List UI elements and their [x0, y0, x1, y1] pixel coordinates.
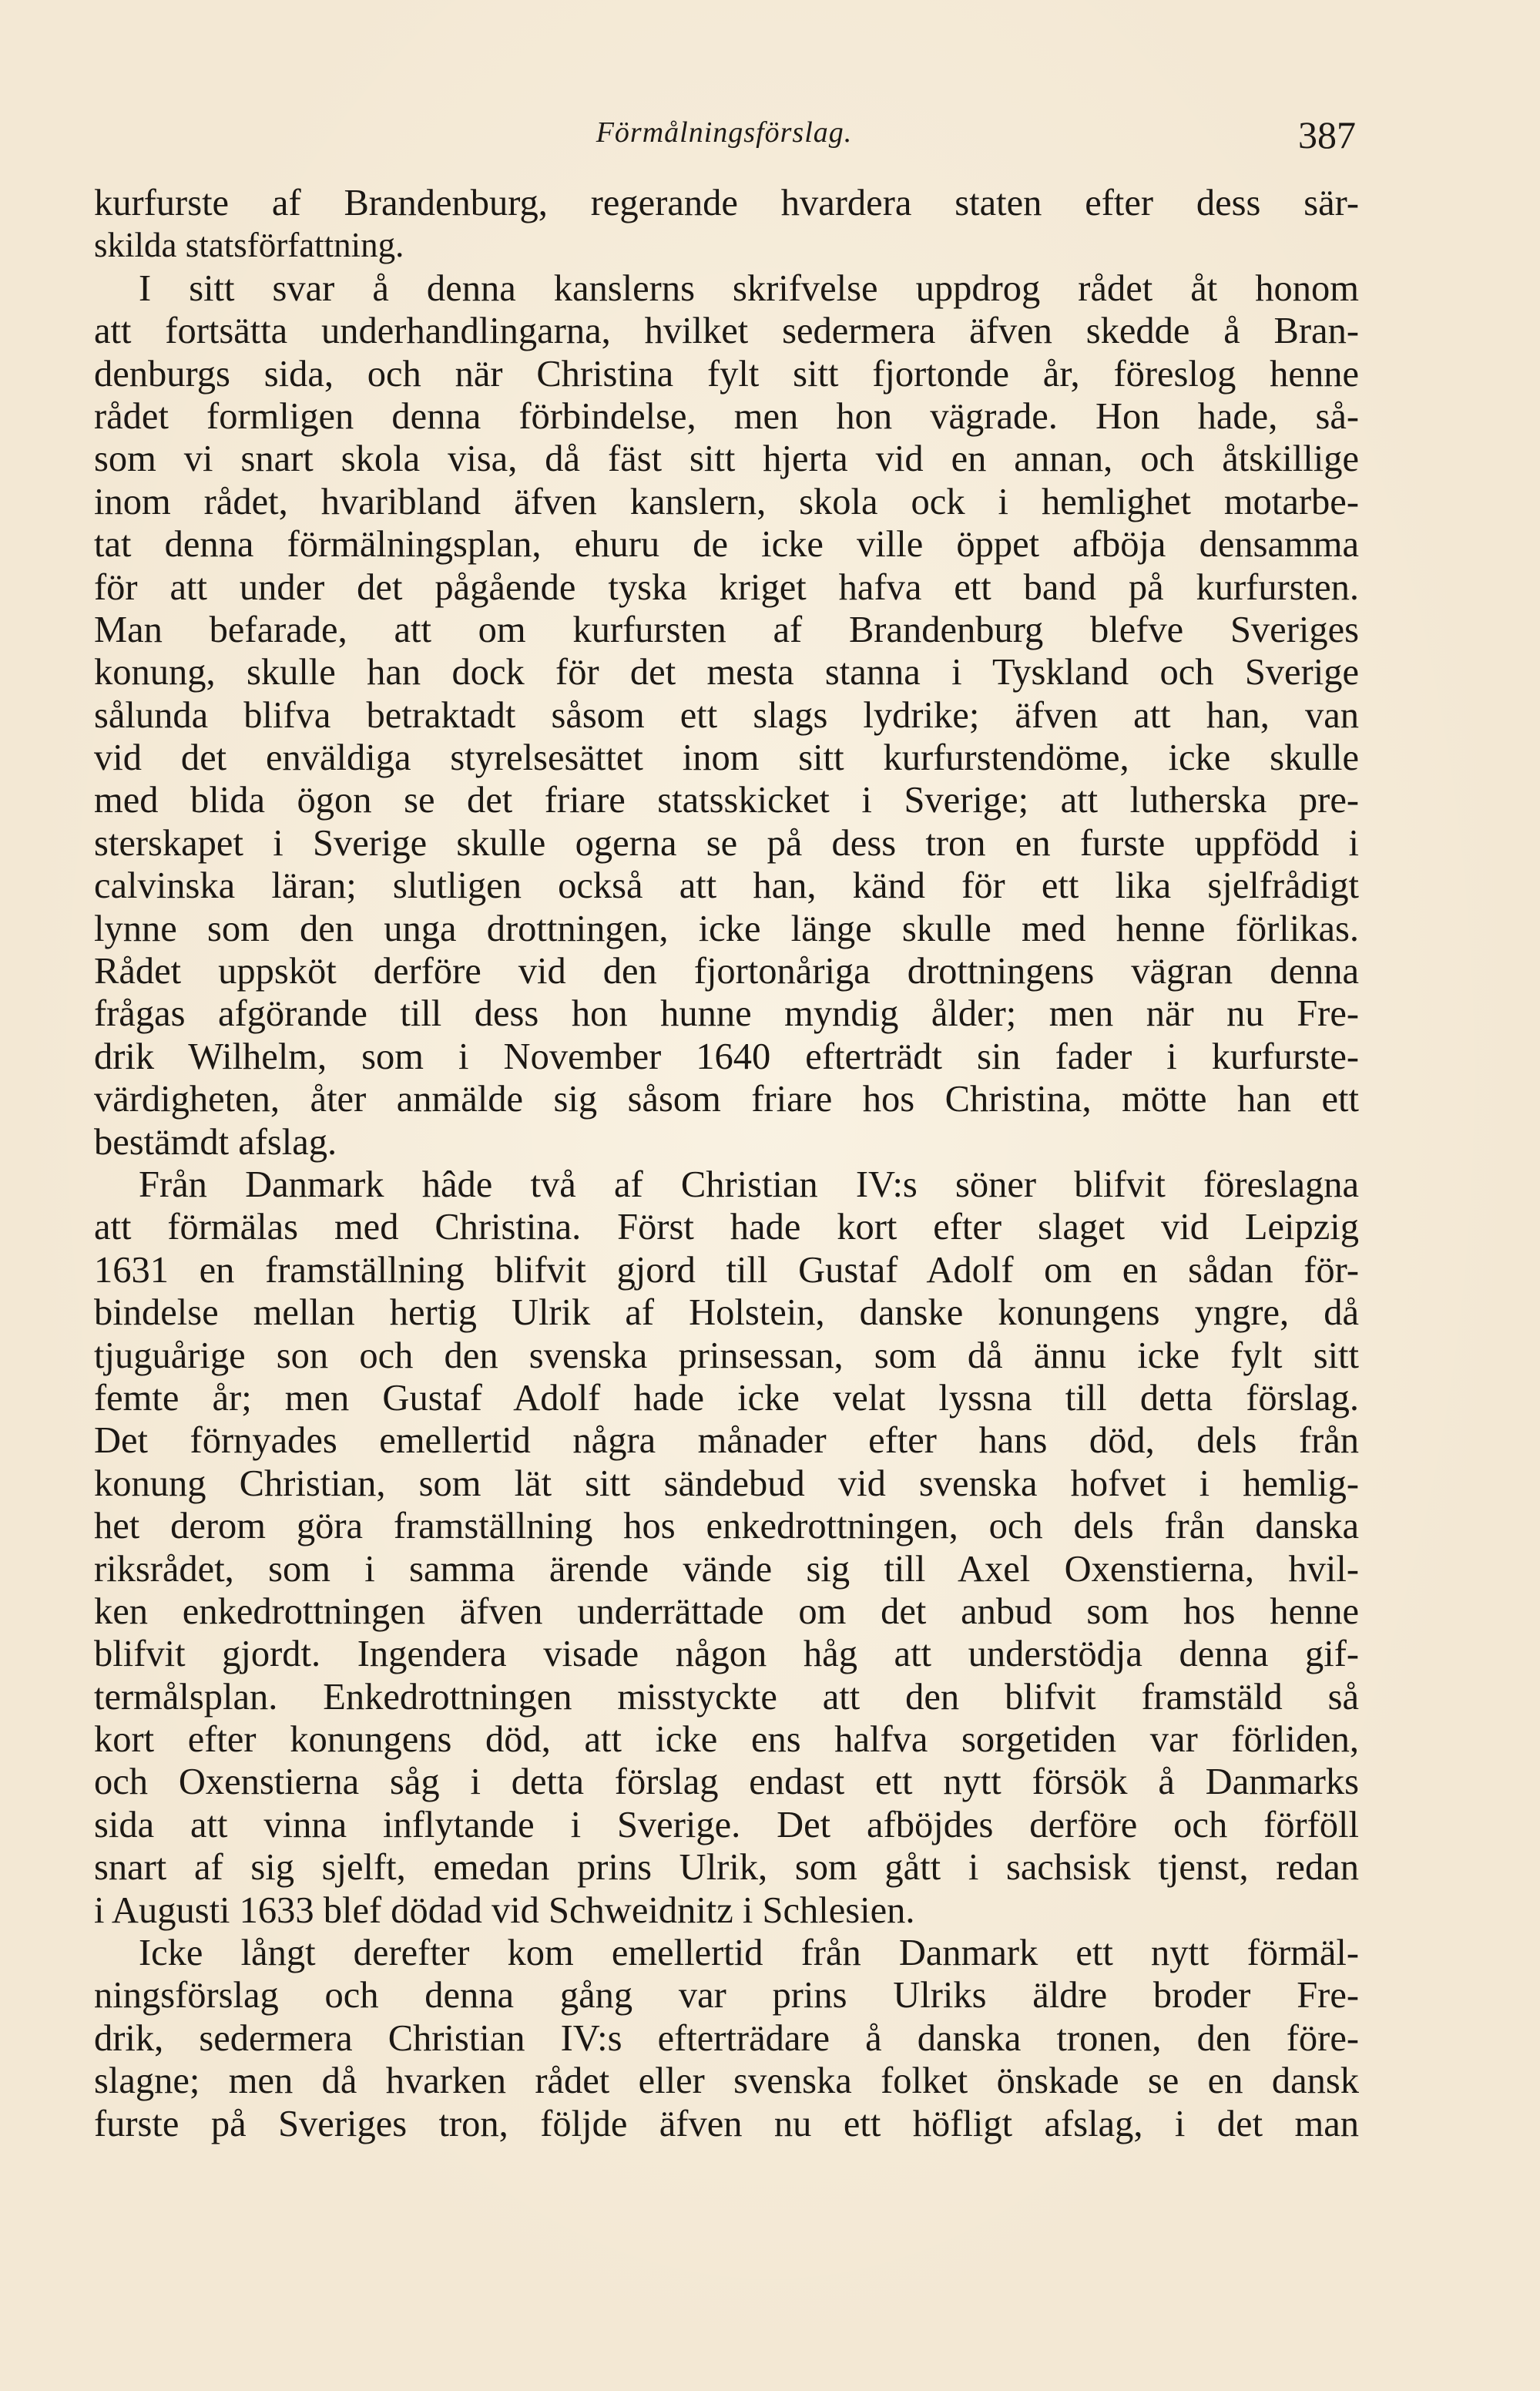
- text-line: snart af sig sjelft, emedan prins Ulrik, som gått i sachsisk tjenst, redan: [94, 1847, 1359, 1889]
- text-line: sålunda blifva betraktadt såsom ett slags lydrike; äfven att han, van: [94, 694, 1359, 736]
- text-line: ken enkedrottningen äfven underrättade om det anbud som hos henne: [94, 1590, 1359, 1632]
- text-line: inom rådet, hvaribland äfven kanslern, skola ock i hemlighet motarbe-: [94, 481, 1359, 522]
- text-line: Man befarade, att om kurfursten af Brandenburg blefve Sveriges: [94, 609, 1359, 650]
- text-line: för att under det pågående tyska kriget hafva ett band på kurfursten.: [94, 566, 1359, 608]
- text-line: furste på Sveriges tron, följde äfven nu ett höfligt afslag, i det man: [94, 2103, 1359, 2144]
- text-line: Det förnyades emellertid några månader efter hans död, dels från: [94, 1420, 1359, 1462]
- text-line: sterskapet i Sverige skulle ogerna se på dess tron en furste uppfödd i: [94, 822, 1359, 864]
- text-line: drik Wilhelm, som i November 1640 efterträdt sin fader i kurfurste-: [94, 1036, 1359, 1077]
- text-line: tat denna förmälningsplan, ehuru de icke ville öppet afböja densamma: [94, 524, 1359, 566]
- text-line: Icke långt derefter kom emellertid från Danmark ett nytt förmäl-: [139, 1933, 1359, 1974]
- text-line: drik, sedermera Christian IV:s efterträdare å danska tronen, den före-: [94, 2017, 1359, 2059]
- text-line: blifvit gjordt. Ingendera visade någon håg att understödja denna gif-: [94, 1634, 1359, 1675]
- text-line: slagne; men då hvarken rådet eller svenska folket önskade se en dansk: [94, 2060, 1359, 2102]
- text-line: 1631 en framställning blifvit gjord till Gustaf Adolf om en sådan för-: [94, 1249, 1359, 1291]
- text-line: konung, skulle han dock för det mesta stanna i Tyskland och Sverige: [94, 652, 1359, 693]
- text-line: med blida ögon se det friare statsskicket i Sverige; att lutherska pre-: [94, 780, 1359, 821]
- text-line: att fortsätta underhandlingarna, hvilket sedermera äfven skedde å Bran-: [94, 311, 1359, 352]
- text-line: Från Danmark hâde två af Christian IV:s söner blifvit föreslagna: [139, 1164, 1359, 1205]
- text-line: bestämdt afslag.: [94, 1121, 337, 1163]
- body-text: [94, 182, 1359, 2145]
- text-line: het derom göra framställning hos enkedrottningen, och dels från danska: [94, 1506, 1359, 1547]
- text-line: vid det enväldiga styrelsesättet inom sitt kurfurstendöme, icke skulle: [94, 737, 1359, 779]
- text-line: i Augusti 1633 blef dödad vid Schweidnitz i Schlesien.: [94, 1889, 915, 1931]
- text-line: riksrådet, som i samma ärende vände sig till Axel Oxenstierna, hvil-: [94, 1548, 1359, 1590]
- text-line: konung Christian, som lät sitt sändebud vid svenska hofvet i hemlig-: [94, 1462, 1359, 1504]
- text-line: denburgs sida, och när Christina fylt sitt fjortonde år, föreslog henne: [94, 353, 1359, 395]
- page-number: 387: [1298, 113, 1356, 156]
- running-head: [92, 113, 1356, 162]
- text-line: att förmälas med Christina. Först hade kort efter slaget vid Leipzig: [94, 1207, 1359, 1248]
- running-title: Förmålningsförslag.: [596, 116, 853, 149]
- text-line: tjuguårige son och den svenska prinsessan, som då ännu icke fylt sitt: [94, 1335, 1359, 1376]
- text-line: calvinska läran; slutligen också att han, känd för ett lika sjelfrådigt: [94, 865, 1359, 907]
- text-line: kort efter konungens död, att icke ens halfva sorgetiden var förliden,: [94, 1719, 1359, 1761]
- text-line: lynne som den unga drottningen, icke länge skulle med henne förlikas.: [94, 908, 1359, 949]
- text-line: Rådet uppsköt derföre vid den fjortonåriga drottningens vägran denna: [94, 951, 1359, 992]
- text-line: bindelse mellan hertig Ulrik af Holstein, danske konungens yngre, då: [94, 1292, 1359, 1334]
- text-line: värdigheten, åter anmälde sig såsom friare hos Christina, mötte han ett: [94, 1079, 1359, 1120]
- text-line: femte år; men Gustaf Adolf hade icke velat lyssna till detta förslag.: [94, 1377, 1359, 1419]
- text-line: skilda statsförfattning.: [94, 226, 404, 265]
- text-line: kurfurste af Brandenburg, regerande hvardera staten efter dess sär-: [94, 183, 1359, 223]
- text-line: termålsplan. Enkedrottningen misstyckte att den blifvit framstäld så: [94, 1676, 1359, 1718]
- text-line: rådet formligen denna förbindelse, men hon vägrade. Hon hade, så-: [94, 395, 1359, 437]
- text-line: sida att vinna inflytande i Sverige. Det afböjdes derföre och förföll: [94, 1804, 1359, 1845]
- text-line: frågas afgörande till dess hon hunne myndig ålder; men när nu Fre-: [94, 993, 1359, 1035]
- text-line: I sitt svar å denna kanslerns skrifvelse uppdrog rådet åt honom: [139, 267, 1359, 309]
- text-line: ningsförslag och denna gång var prins Ulriks äldre broder Fre-: [94, 1975, 1359, 2017]
- text-line: som vi snart skola visa, då fäst sitt hjerta vid en annan, och åtskillige: [94, 438, 1359, 480]
- text-line: och Oxenstierna såg i detta förslag endast ett nytt försök å Danmarks: [94, 1761, 1359, 1803]
